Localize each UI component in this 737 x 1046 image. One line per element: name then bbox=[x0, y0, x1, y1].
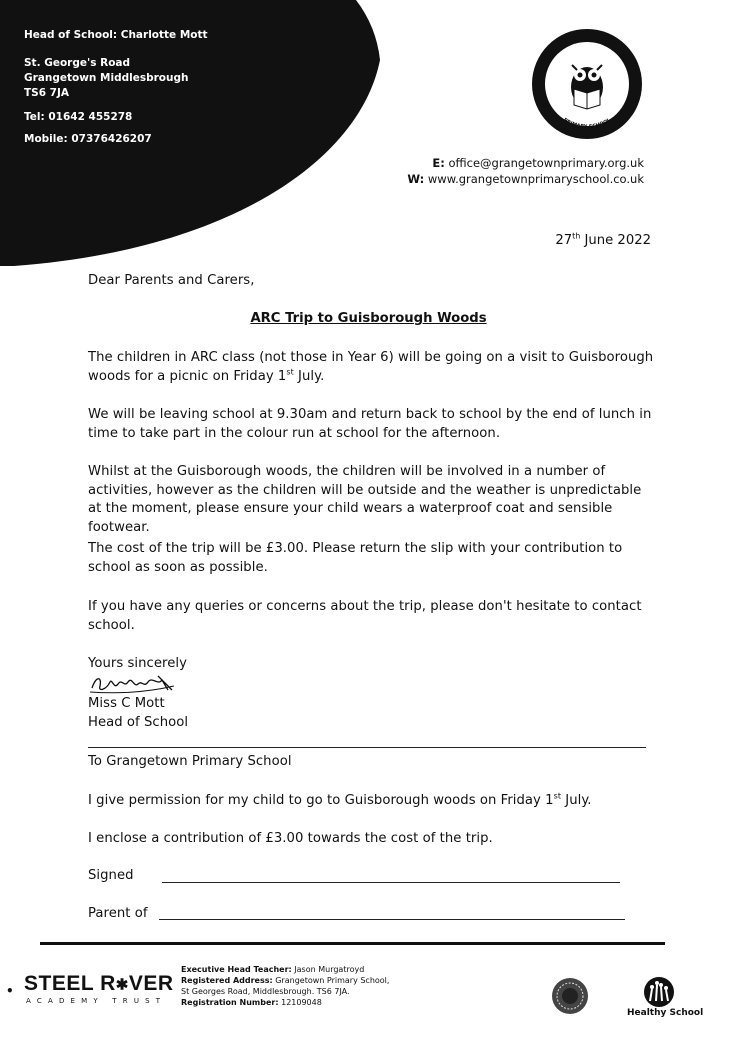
letter-date: 27th June 2022 bbox=[555, 231, 651, 248]
salutation: Dear Parents and Carers, bbox=[88, 273, 255, 288]
registered-address-line-2: St Georges Road, Middlesbrough. TS6 7JA. bbox=[181, 987, 350, 996]
letter-title: ARC Trip to Guisborough Woods bbox=[250, 311, 487, 326]
healthy-school-icon bbox=[640, 975, 678, 1007]
signature-role: Head of School bbox=[88, 715, 189, 730]
mobile-text: Mobile: 07376426207 bbox=[24, 133, 152, 145]
website-address[interactable]: www.grangetownprimaryschool.co.uk bbox=[427, 172, 644, 186]
paragraph-4: The cost of the trip will be £3.00. Please return the slip with your contribution to school as soon as possible. bbox=[88, 541, 623, 575]
registered-address-line: Registered Address: Grangetown Primary School, bbox=[181, 976, 390, 985]
school-logo bbox=[530, 27, 644, 141]
email-line bbox=[432, 156, 644, 170]
slip-permission: I give permission for my child to go to Guisborough woods on Friday 1st July. bbox=[88, 791, 592, 808]
signed-label: Signed bbox=[88, 868, 134, 883]
paragraph-2: We will be leaving school at 9.30am and return back to school by the end of lunch in time to take part in the colour run at school for the afternoon. bbox=[88, 407, 652, 441]
logo-bottom-text: PRIMARY SCHOOL bbox=[562, 117, 612, 131]
trust-logo-text: STEEL R✱VER bbox=[24, 972, 174, 995]
handwritten-signature bbox=[88, 672, 180, 696]
paragraph-5: If you have any queries or concerns about the trip, please don't hesitate to contact school. bbox=[88, 599, 642, 633]
telephone-text: Tel: 01642 455278 bbox=[24, 111, 133, 123]
parent-of-label: Parent of bbox=[88, 906, 148, 921]
closing: Yours sincerely bbox=[88, 656, 187, 671]
paragraph-1: The children in ARC class (not those in Year 6) will be going on a visit to Guisborough woods for a picnic on Friday 1st July. bbox=[88, 350, 654, 384]
trust-subtitle: ACADEMY TRUST bbox=[26, 997, 167, 1005]
bullet-dot: • bbox=[6, 984, 14, 998]
paragraph-3: Whilst at the Guisborough woods, the children will be involved in a number of activities, however as the children will be outside and the weather is unpredictable at the moment, please ensure your child wears a waterproof coat and sensible footwear. bbox=[88, 464, 642, 535]
award-seal-icon bbox=[551, 977, 589, 1015]
website-line bbox=[407, 172, 644, 186]
address-line-2: Grangetown Middlesbrough bbox=[24, 72, 189, 84]
slip-divider bbox=[88, 747, 646, 748]
slip-contribution: I enclose a contribution of £3.00 towards the cost of the trip. bbox=[88, 831, 493, 846]
slip-addressee: To Grangetown Primary School bbox=[88, 754, 292, 769]
registration-number-line: Registration Number: 12109048 bbox=[181, 998, 322, 1007]
email-address[interactable]: office@grangetownprimary.org.uk bbox=[448, 156, 644, 170]
healthy-school-label: Healthy School bbox=[627, 1008, 704, 1018]
footer-rule bbox=[40, 942, 665, 945]
parent-of-field[interactable] bbox=[159, 919, 625, 920]
address-line-1: St. George's Road bbox=[24, 57, 131, 69]
trust-logo-mark: ✱ bbox=[115, 976, 129, 994]
website-label: W: bbox=[407, 172, 425, 186]
head-of-school-text: Head of School: Charlotte Mott bbox=[24, 29, 208, 41]
signed-field[interactable] bbox=[162, 882, 620, 883]
address-line-3: TS6 7JA bbox=[24, 87, 70, 99]
owl-reading-book-icon bbox=[571, 65, 603, 109]
logo-top-text: GRANGETOWN bbox=[547, 41, 627, 74]
signature-name: Miss C Mott bbox=[88, 696, 165, 711]
email-label: E: bbox=[432, 156, 445, 170]
executive-head-line: Executive Head Teacher: Jason Murgatroyd bbox=[181, 965, 365, 974]
